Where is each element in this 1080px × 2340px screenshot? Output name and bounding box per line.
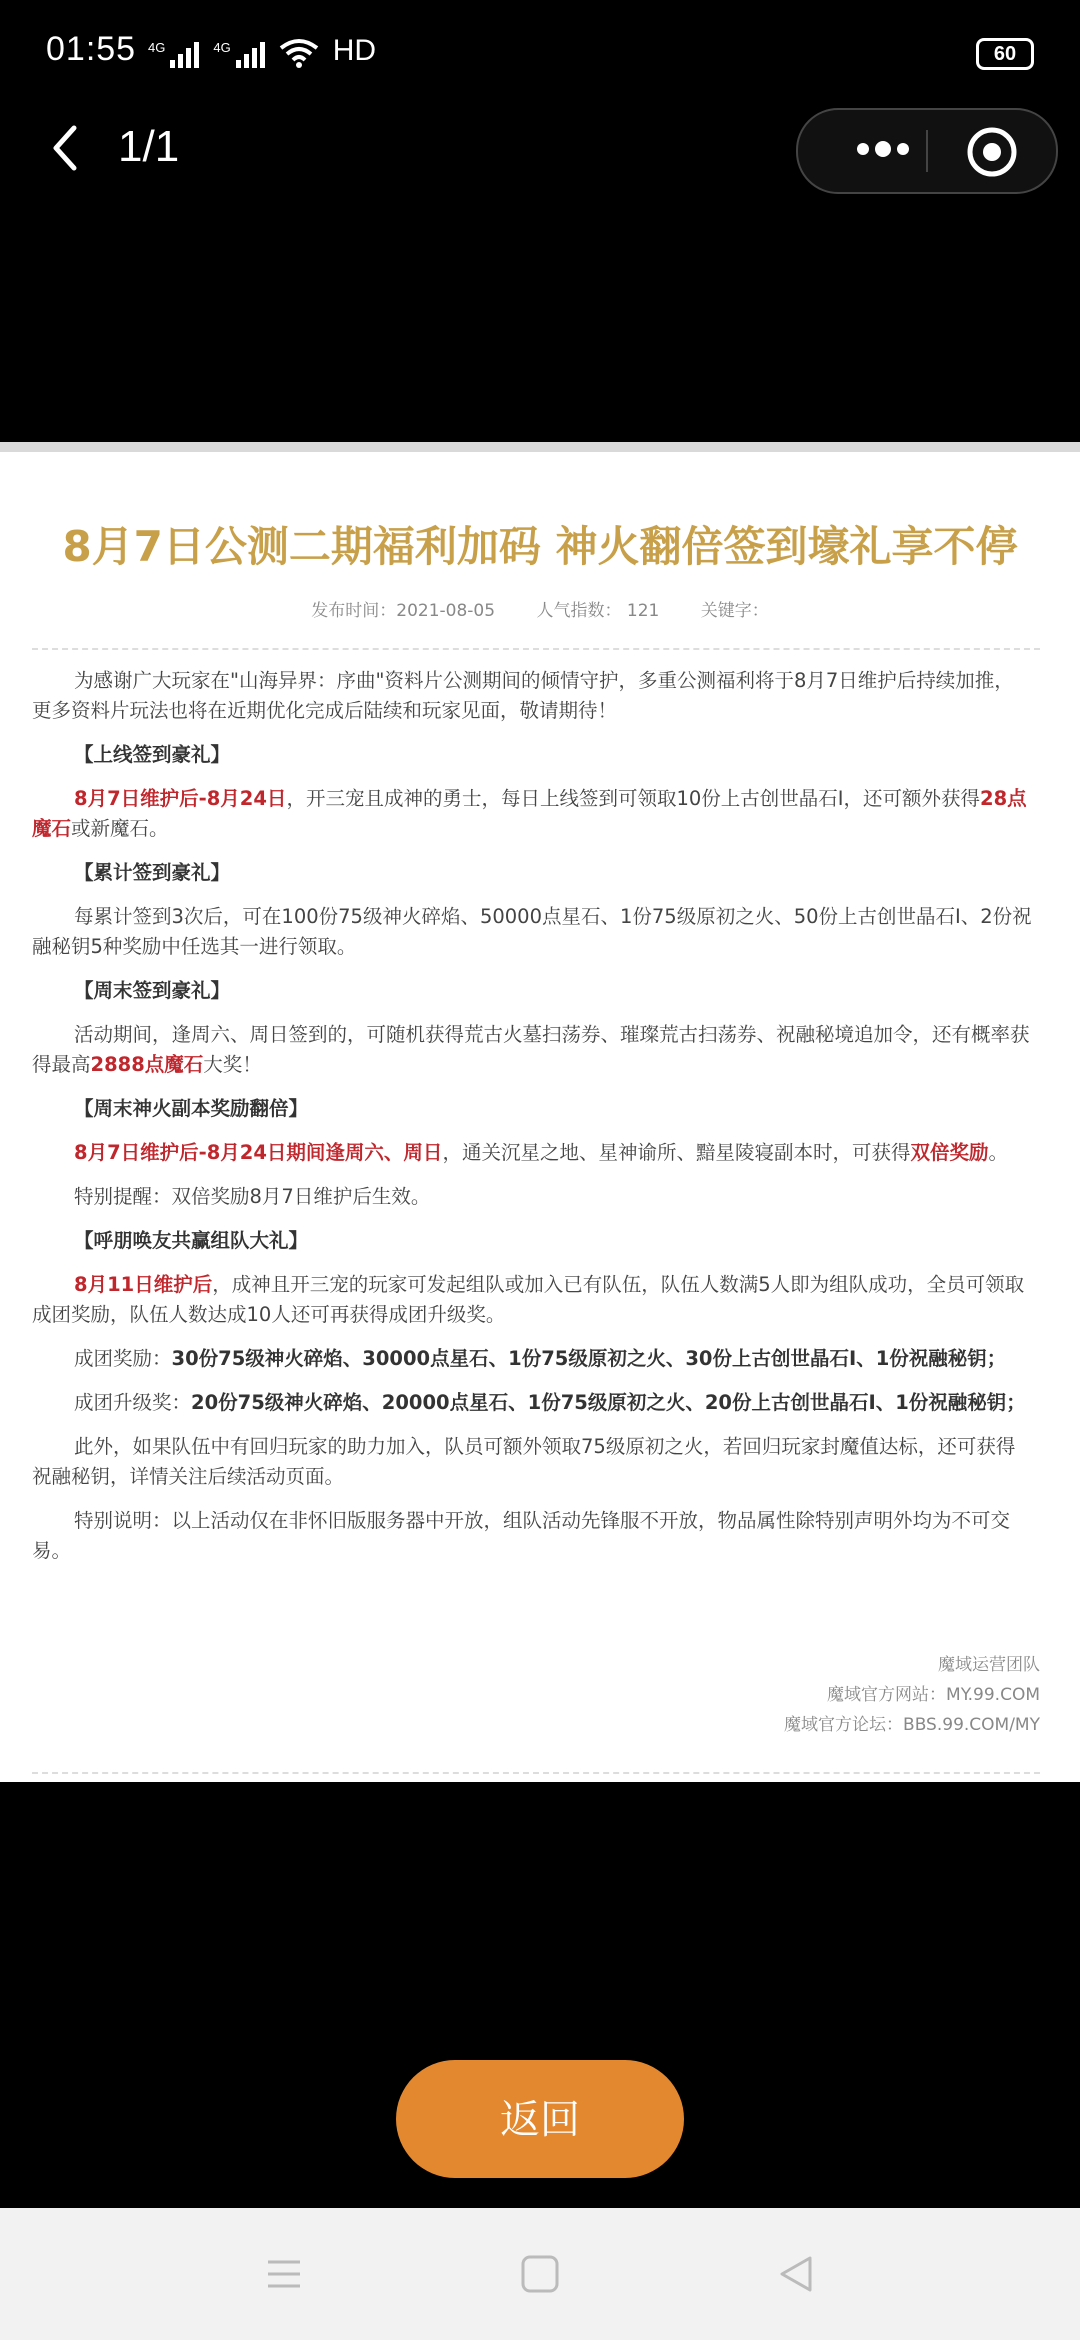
signature-forum: 魔域官方论坛：BBS.99.COM/MY [784,1715,1040,1735]
keywords: 关键字： [700,601,769,621]
mini-program-capsule [796,108,1058,194]
publish-time: 发布时间：2021-08-05 [311,601,496,621]
section-heading: 【上线签到豪礼】 [74,743,231,766]
section-paragraph: 8月7日维护后-8月24日期间逢周六、周日，通关沉星之地、星神谕所、黯星陵寝副本时，可获得双倍奖励。 [74,1141,1008,1164]
article-image [0,452,1080,1782]
team-reward: 成团奖励：30份75级神火碎焰、30000点星石、1份75级原初之火、30份上古创世晶石I、1份祝融秘钥； [74,1347,1007,1370]
nav-bar [0,100,1080,200]
status-bar [0,0,1080,100]
section-heading: 【周末神火副本奖励翻倍】 [74,1097,309,1120]
article-body [32,666,1032,1580]
team-upgrade-reward: 成团升级奖：20份75级神火碎焰、20000点星石、1份75级原初之火、20份上古创世晶石I、1份祝融秘钥； [74,1391,1026,1414]
signature-website: 魔域官方网站：MY.99.COM [827,1685,1040,1705]
returning-player-note: 此外，如果队伍中有回归玩家的助力加入，队员可额外领取75级原初之火，若回归玩家封魔值达标，还可获得祝融秘钥，详情关注后续活动页面。 [32,1435,1016,1488]
back-nav-icon[interactable] [774,2252,818,2296]
dashed-divider [32,648,1040,650]
signature-block [784,1650,1040,1740]
section-paragraph: 活动期间，逢周六、周日签到的，可随机获得荒古火墓扫荡券、璀璨荒古扫荡券、祝融秘境追加令，还有概率获得最高2888点魔石大奖！ [32,1023,1030,1076]
dashed-divider-bottom [32,1772,1040,1774]
system-nav-bar [0,2208,1080,2340]
section-heading: 【累计签到豪礼】 [74,861,231,884]
wifi-icon [279,38,319,68]
capsule-divider [926,130,928,172]
section-heading: 【周末签到豪礼】 [74,979,231,1002]
divider-strip [0,442,1080,452]
signature-team: 魔域运营团队 [938,1655,1040,1675]
special-note: 特别说明：以上活动仅在非怀旧版服务器中开放，组队活动先锋服不开放，物品属性除特别声明外均为不可交易。 [32,1509,1011,1562]
close-target-icon[interactable] [964,124,1020,180]
article-meta [0,596,1080,621]
more-icon[interactable] [838,124,928,174]
back-icon[interactable] [40,118,100,178]
popularity: 人气指数： 121 [536,601,660,621]
section-heading: 【呼朋唤友共赢组队大礼】 [74,1229,309,1252]
signal-icon-2: 4G [213,40,264,68]
status-time: 01:55 [46,30,137,68]
intro-paragraph: 为感谢广大玩家在"山海异界：序曲"资料片公测期间的倾情守护，多重公测福利将于8月7日维护后持续加推，更多资料片玩法也将在近期优化完成后陆续和玩家见面，敬请期待！ [32,669,1014,722]
page-counter: 1/1 [118,122,180,171]
hd-indicator: HD [332,34,377,67]
section-paragraph: 每累计签到3次后，可在100份75级神火碎焰、50000点星石、1份75级原初之火、50份上古创世晶石I、2份祝融秘钥5种奖励中任选其一进行领取。 [32,905,1032,958]
status-icons [148,34,376,68]
signal-icon: 4G [148,40,199,68]
home-icon[interactable] [518,2252,562,2296]
return-button[interactable]: 返回 [396,2060,684,2178]
menu-icon[interactable] [262,2252,306,2296]
reminder-paragraph: 特别提醒：双倍奖励8月7日维护后生效。 [74,1185,431,1208]
section-paragraph: 8月11日维护后，成神且开三宠的玩家可发起组队或加入已有队伍，队伍人数满5人即为组队成功，全员可领取成团奖励，队伍人数达成10人还可再获得成团升级奖。 [32,1273,1025,1326]
article-title: 8月7日公测二期福利加码 神火翻倍签到壕礼享不停 [62,522,1018,571]
battery-icon: 60 [976,38,1034,70]
section-paragraph: 8月7日维护后-8月24日，开三宠且成神的勇士，每日上线签到可领取10份上古创世晶石I，还可额外获得28点魔石或新魔石。 [32,787,1027,840]
